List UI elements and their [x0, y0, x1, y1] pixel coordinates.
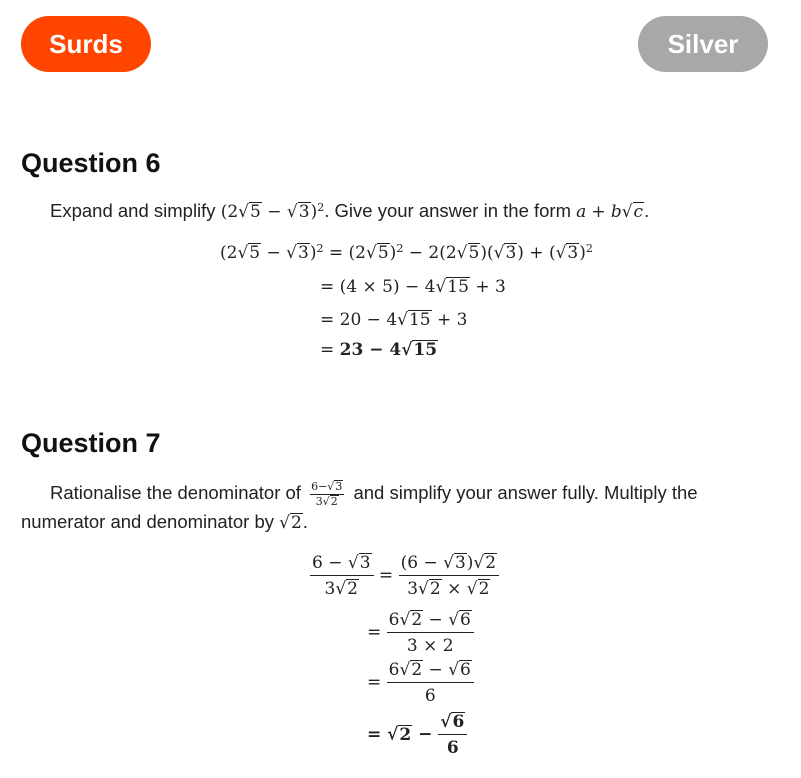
q6-working-line-2: = (4 × 5) − 4√15 + 3: [320, 277, 506, 297]
q7-working-line-3: = $\frac{6√2 - √6}{6}$: [367, 660, 474, 706]
q6-working-line-3: = 20 − 4√15 + 3: [320, 310, 468, 330]
q7-answer: = √2 − $\frac{√6}{6}$: [367, 712, 467, 758]
q7-fraction-inline: $\frac{6-√3}{3√2}$: [311, 480, 343, 509]
q7-working-line-1: $\frac{6 - √3}{3√2}$ = $\frac{(6 - √3)√2}{3√2 \times √2}$: [310, 553, 499, 599]
q6-prompt-text-2: . Give your answer in the form: [324, 200, 571, 221]
q6-answer: = 23 − 4√15: [320, 340, 438, 360]
q7-working-line-2: = $\frac{6√2 - √6}{3 \times 2}$: [367, 610, 474, 656]
q6-working-line-1: $(2√5 - √3)^2 = (2√5)^2 - 2(2√5)(√3) + (√3)^2$: [220, 241, 593, 263]
q6-prompt-text-1: Expand and simplify: [50, 200, 216, 221]
question-7-title: Question 7: [21, 428, 161, 458]
q6-answer-form: a: [576, 202, 587, 222]
level-badge[interactable]: Silver: [638, 16, 768, 72]
question-7-prompt-line-1: [50, 480, 767, 508]
topic-badge[interactable]: Surds: [21, 16, 151, 72]
question-7-prompt-line-2: numerator and denominator by √2.: [21, 511, 308, 533]
q6-prompt-end: .: [644, 200, 650, 221]
question-6-title: Question 6: [21, 148, 161, 178]
q7-prompt-text-3: numerator and denominator by: [21, 511, 274, 532]
q6-expression: $(2√5 - √3)^2$: [220, 200, 325, 222]
q7-prompt-text-1: Rationalise the denominator of: [50, 481, 301, 503]
question-6-prompt: Expand and simplify $(2√5 - √3)^2$. Give your answer in the form a + b√c.: [50, 200, 650, 222]
q7-prompt-text-2: and simplify your answer fully. Multiply the: [353, 481, 698, 503]
q7-prompt-end: .: [302, 511, 308, 532]
